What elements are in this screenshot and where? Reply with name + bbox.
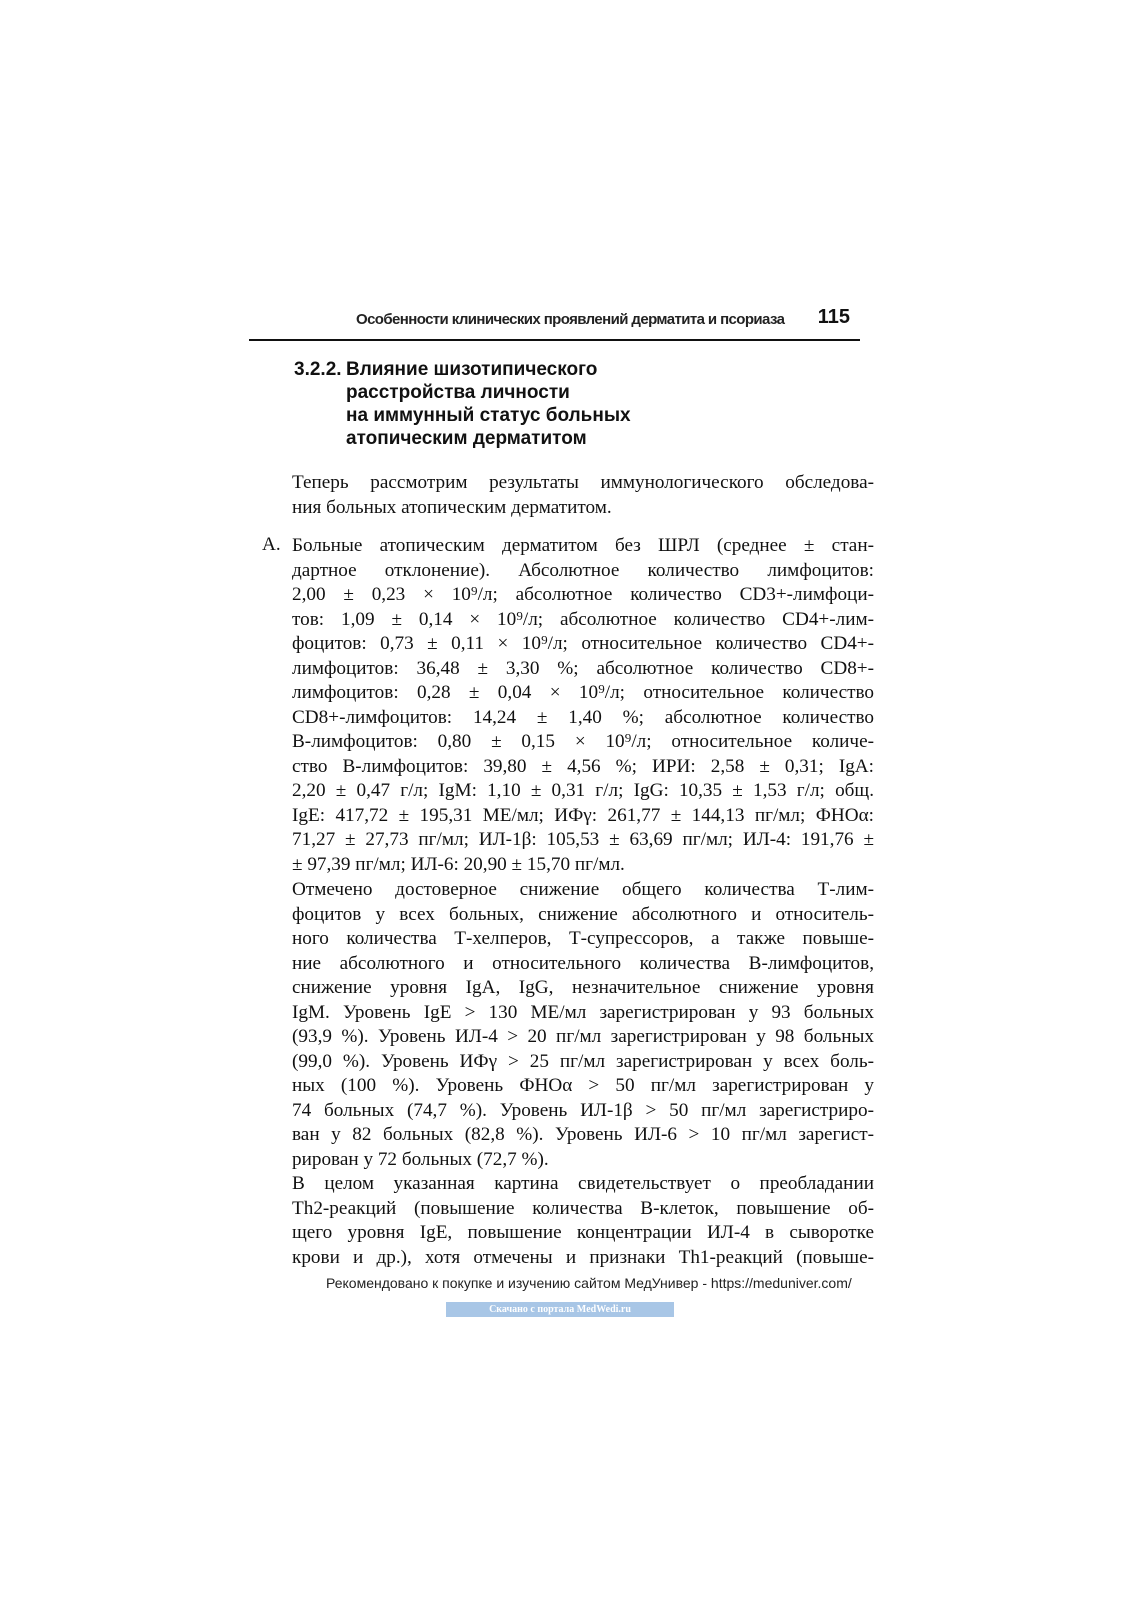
text-line: Отмечено достоверное снижение общего количества Т-лим-: [292, 879, 874, 900]
section-title-line: атопическим дерматитом: [346, 428, 587, 449]
text-line: ван у 82 больных (82,8 %). Уровень ИЛ-6 > 10 пг/мл зарегист-: [292, 1124, 874, 1145]
text-line: ных (100 %). Уровень ФНОα > 50 пг/мл зарегистрирован у: [292, 1075, 874, 1096]
paragraph-findings: [292, 878, 874, 1172]
section-title: [346, 358, 706, 450]
text-line: ние абсолютного и относительного количества В-лимфоцитов,: [292, 952, 874, 974]
section-number: 3.2.2.: [294, 359, 342, 380]
text-line: IgE: 417,72 ± 195,31 МЕ/мл; ИФγ: 261,77 ± 144,13 пг/мл; ФНОα:: [292, 804, 874, 826]
text-line: дартное отклонение). Абсолютное количество лимфоцитов:: [292, 559, 874, 581]
page-number: 115: [817, 306, 850, 328]
text-line: 2,00 ± 0,23 × 10⁹/л; абсолютное количество CD3+-лимфоци-: [292, 584, 874, 605]
text-line: Th2-реакций (повышение количества В-клеток, повышение об-: [292, 1197, 874, 1219]
text-line: 71,27 ± 27,73 пг/мл; ИЛ-1β: 105,53 ± 63,69 пг/мл; ИЛ-4: 191,76 ±: [292, 829, 874, 850]
text-line: В целом указанная картина свидетельствует о преобладании: [292, 1173, 874, 1194]
text-line: Больные атопическим дерматитом без ШРЛ (среднее ± стан-: [292, 535, 874, 556]
footer-banner: Скачано с портала MedWedi.ru: [446, 1302, 674, 1317]
text-line: Теперь рассмотрим результаты иммунологического обследова-: [292, 472, 874, 493]
text-line: CD8+-лимфоцитов: 14,24 ± 1,40 %; абсолютное количество: [292, 706, 874, 728]
text-line: IgM. Уровень IgE > 130 МЕ/мл зарегистрирован у 93 больных: [292, 1001, 874, 1023]
text-line: (99,0 %). Уровень ИФγ > 25 пг/мл зарегистрирован у всех боль-: [292, 1050, 874, 1072]
text-line: ного количества Т-хелперов, Т-супрессоров, а также повыше-: [292, 928, 874, 949]
text-line: ния больных атопическим дерматитом.: [292, 496, 612, 518]
text-line: 2,20 ± 0,47 г/л; IgM: 1,10 ± 0,31 г/л; IgG: 10,35 ± 1,53 г/л; общ.: [292, 780, 874, 801]
text-line: снижение уровня IgA, IgG, незначительное снижение уровня: [292, 977, 874, 998]
section-title-line: Влияние шизотипического: [346, 359, 598, 380]
text-line: лимфоцитов: 36,48 ± 3,30 %; абсолютное количество CD8+-: [292, 657, 874, 679]
text-line: В-лимфоцитов: 0,80 ± 0,15 × 10⁹/л; относительное количе-: [292, 731, 874, 752]
section-title-line: на иммунный статус больных: [346, 405, 631, 426]
text-line: рирован у 72 больных (72,7 %).: [292, 1148, 549, 1170]
text-line: лимфоцитов: 0,28 ± 0,04 × 10⁹/л; относительное количество: [292, 682, 874, 703]
text-line: тов: 1,09 ± 0,14 × 10⁹/л; абсолютное количество CD4+-лим-: [292, 608, 874, 630]
footer-recommendation: Рекомендовано к покупке и изучению сайтом МедУнивер - https://meduniver.com/: [326, 1275, 852, 1291]
running-header: [249, 306, 860, 341]
list-marker: А.: [262, 534, 281, 555]
paragraph-conclusion: [292, 1172, 874, 1270]
text-line: фоцитов: 0,73 ± 0,11 × 10⁹/л; относительное количество CD4+-: [292, 633, 874, 654]
section-title-line: расстройства личности: [346, 382, 570, 403]
text-line: ство В-лимфоцитов: 39,80 ± 4,56 %; ИРИ: 2,58 ± 0,31; IgA:: [292, 755, 874, 777]
intro-paragraph: [292, 471, 874, 520]
text-line: (93,9 %). Уровень ИЛ-4 > 20 пг/мл зарегистрирован у 98 больных: [292, 1026, 874, 1047]
running-header-title: Особенности клинических проявлений дерматита и псориаза: [356, 311, 785, 328]
list-item-a: [292, 534, 874, 877]
text-line: фоцитов у всех больных, снижение абсолютного и относитель-: [292, 903, 874, 925]
text-line: крови и др.), хотя отмечены и признаки Th1-реакций (повыше-: [292, 1246, 874, 1268]
text-line: ± 97,39 пг/мл; ИЛ-6: 20,90 ± 15,70 пг/мл.: [292, 853, 625, 875]
text-line: щего уровня IgE, повышение концентрации ИЛ-4 в сыворотке: [292, 1222, 874, 1243]
text-line: 74 больных (74,7 %). Уровень ИЛ-1β > 50 пг/мл зарегистриро-: [292, 1099, 874, 1121]
